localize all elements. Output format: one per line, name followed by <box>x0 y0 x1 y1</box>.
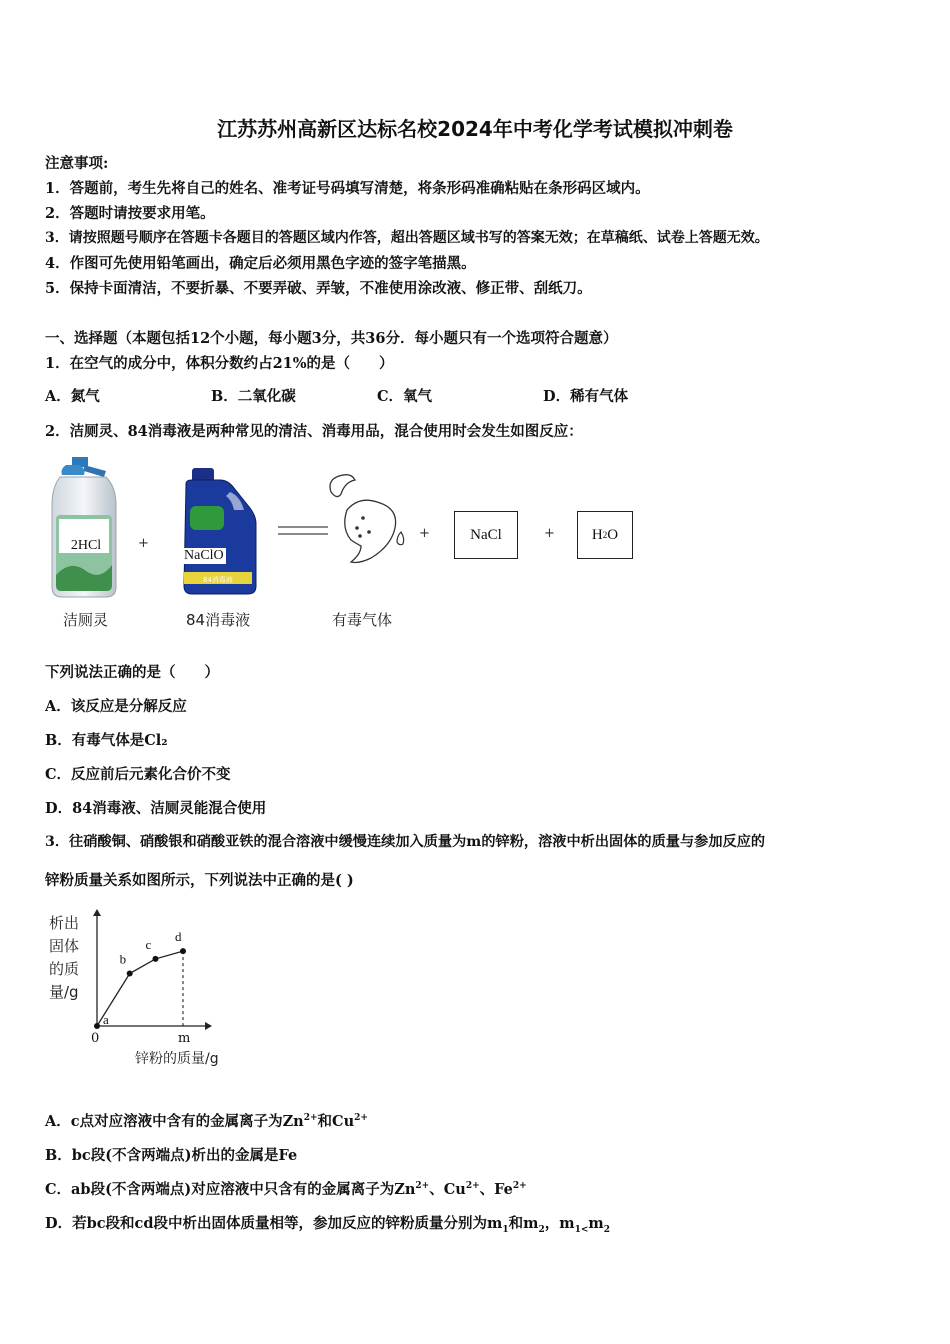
label-toxic-gas: 有毒气体 <box>332 611 393 629</box>
q3-stem-line1: 3．往硝酸铜、硝酸银和硝酸亚铁的混合溶液中缓慢连续加入质量为m的锌粉，溶液中析出固体的质量与参加反应的 <box>45 834 766 850</box>
q1-option-a: A．氮气 <box>45 388 100 405</box>
q2-ask: 下列说法正确的是（ ） <box>45 664 219 681</box>
bottle1-formula: 2HCl <box>70 538 102 553</box>
plus-sign: + <box>544 526 555 541</box>
point-label-c: c <box>145 936 152 952</box>
section-heading: 一、选择题（本题包括12个小题，每小题3分，共36分．每小题只有一个选项符合题意） <box>45 330 618 347</box>
q1-option-b: B．二氧化碳 <box>211 388 296 405</box>
toilet-cleaner-bottle-icon <box>50 455 120 603</box>
zinc-chart <box>45 908 245 1073</box>
bottle2-formula: NaClO <box>184 548 224 563</box>
bottle2-tag: 84消毒液 <box>203 576 233 584</box>
x-axis-arrow <box>205 1022 212 1030</box>
q3-stem-line2: 锌粉质量关系如图所示，下列说法中正确的是( ) <box>45 872 354 889</box>
chart-m-label: m <box>178 1031 191 1046</box>
notice-item: 3．请按照题号顺序在答题卡各题目的答题区域内作答，超出答题区域书写的答案无效；在草稿纸、试卷上答题无效。 <box>45 230 769 246</box>
equals-sign-icon <box>278 524 328 538</box>
q3-option-a: A．c点对应溶液中含有的金属离子为$Zn^{2+}$和$Cu^{2+}$ <box>45 1113 368 1130</box>
data-point-d <box>180 948 186 954</box>
toxic-gas-icon <box>325 470 417 580</box>
plus-sign: + <box>419 526 430 541</box>
chart-xlabel: 锌粉的质量/g <box>135 1051 219 1067</box>
q1-option-d: D．稀有气体 <box>543 388 629 405</box>
data-point-a <box>94 1023 100 1029</box>
reaction-figure <box>45 452 665 642</box>
chart-origin-label: 0 <box>91 1031 100 1046</box>
chart-ylabel: 析出 固体 的质 量/g <box>49 914 80 1001</box>
notice-heading: 注意事项: <box>45 155 109 172</box>
data-point-c <box>152 956 158 962</box>
y-axis-arrow <box>93 909 101 916</box>
q2-option-a: A．该反应是分解反应 <box>45 698 187 715</box>
q2-option-d: D．84消毒液、洁厕灵能混合使用 <box>45 800 267 817</box>
nacl-box: NaCl <box>454 511 518 559</box>
point-label-d: d <box>175 929 182 945</box>
series-line <box>97 951 183 1026</box>
notice-item: 1．答题前，考生先将自己的姓名、准考证号码填写清楚，将条形码准确粘贴在条形码区域内。 <box>45 180 650 197</box>
notice-item: 4．作图可先使用铅笔画出，确定后必须用黑色字迹的签字笔描黑。 <box>45 255 476 272</box>
q3-option-c: C．ab段(不含两端点)对应溶液中只含有的金属离子为$Zn^{2+}$、$Cu^{2+}$、$Fe^{2+}$ <box>45 1181 527 1198</box>
q2-option-c: C．反应前后元素化合价不变 <box>45 766 231 783</box>
point-label-a: a <box>103 1012 109 1027</box>
q2-option-b: B．有毒气体是Cl₂ <box>45 732 168 749</box>
notice-item: 2．答题时请按要求用笔。 <box>45 205 215 222</box>
plus-sign: + <box>138 536 149 551</box>
q3-option-b: B．bc段(不含两端点)析出的金属是Fe <box>45 1147 298 1164</box>
q1-stem: 1．在空气的成分中，体积分数约占21%的是（ ） <box>45 355 394 372</box>
q3-option-d: D．若bc段和cd段中析出固体质量相等，参加反应的锌粉质量分别为$m_1$和$m_2$，$m_{1<}m_2$ <box>45 1215 610 1235</box>
page-title: 江苏苏州高新区达标名校2024年中考化学考试模拟冲刺卷 <box>217 117 733 141</box>
q2-stem: 2．洁厕灵、84消毒液是两种常见的清洁、消毒用品，混合使用时会发生如图反应： <box>45 423 583 440</box>
point-label-b: b <box>119 951 127 967</box>
data-point-b <box>127 971 133 977</box>
label-disinfectant: 84消毒液 <box>186 611 251 629</box>
label-toilet-cleaner: 洁厕灵 <box>63 611 109 629</box>
q1-option-c: C．氧气 <box>377 388 433 405</box>
notice-item: 5．保持卡面清洁，不要折暴、不要弄破、弄皱，不准使用涂改液、修正带、刮纸刀。 <box>45 280 592 297</box>
h2o-box: H 2 O <box>577 511 633 559</box>
